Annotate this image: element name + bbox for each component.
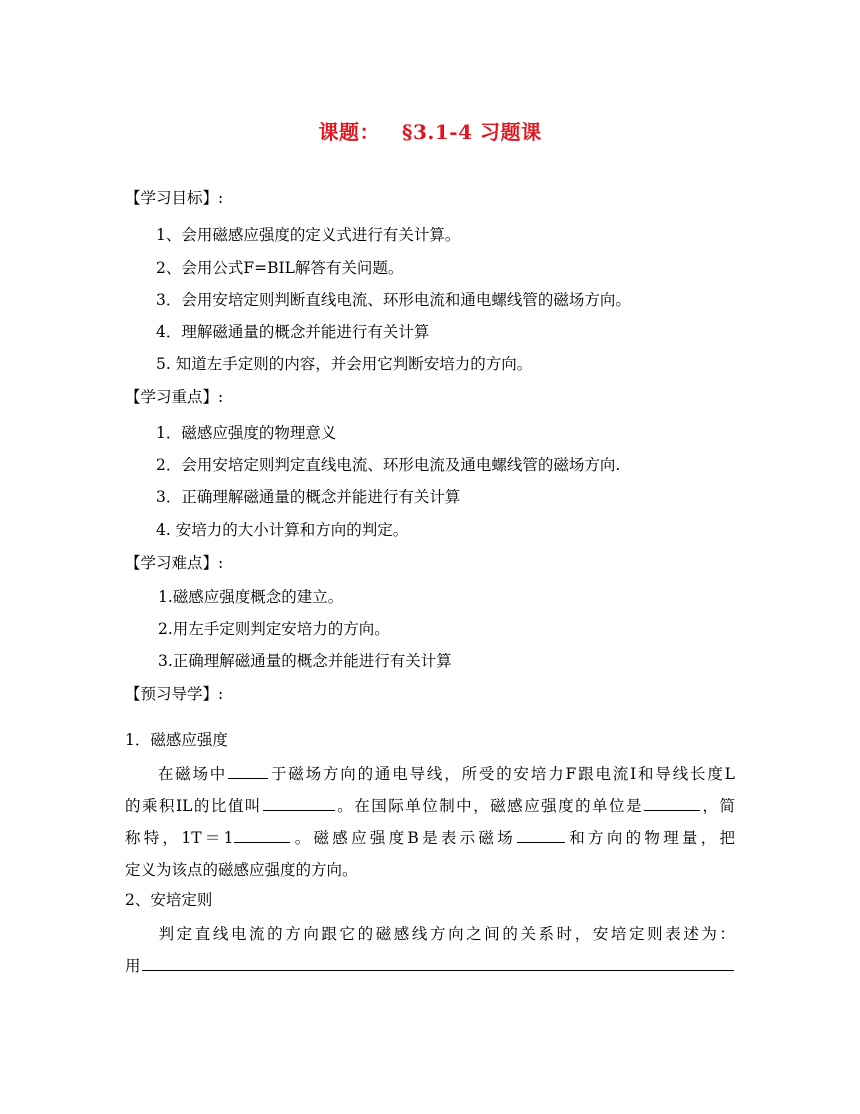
objective-item: 1、会用磁感应强度的定义式进行有关计算。: [156, 226, 461, 244]
fill-blank[interactable]: [234, 826, 290, 843]
fill-blank[interactable]: [142, 954, 734, 971]
fill-blank[interactable]: [228, 762, 268, 779]
fill-blank[interactable]: [644, 794, 700, 811]
key-point-item: 4. 安培力的大小计算和方向的判定。: [156, 521, 409, 539]
page-title: [0, 116, 860, 145]
key-point-item: 3．正确理解磁通量的概念并能进行有关计算: [156, 488, 461, 506]
objective-item: 3．会用安培定则判断直线电流、环形电流和通电螺线管的磁场方向。: [156, 291, 631, 309]
objective-item: 4．理解磁通量的概念并能进行有关计算: [156, 323, 430, 341]
fill-blank[interactable]: [263, 794, 335, 811]
section1-paragraph: 在磁场中 于磁场方向的通电导线，所受的安培力F跟电流I和导线长度L 的乘积IL的比值叫 。在国际单位制中，磁感应强度的单位是 ，简 称特，1T＝1 。磁感应强度B是表示磁场 和方向的物理量，把 定义为该点的磁感应强度的方向。: [125, 758, 735, 886]
objective-item: 5. 知道左手定则的内容，并会用它判断安培力的方向。: [156, 355, 533, 373]
preview-heading: 【预习导学】:: [125, 685, 224, 703]
key-point-item: 2．会用安培定则判定直线电流、环形电流及通电螺线管的磁场方向.: [156, 456, 621, 474]
section1-title: 1．磁感应强度: [125, 731, 228, 749]
difficulties-heading: 【学习难点】:: [125, 554, 224, 572]
section2-paragraph: 判定直线电流的方向跟它的磁感线方向之间的关系时，安培定则表述为： 用: [125, 925, 735, 975]
difficulty-item: 2.用左手定则判定安培力的方向。: [158, 620, 390, 638]
title-prefix: 课题：: [318, 120, 381, 144]
title-topic: §3.1-4 习题课: [402, 120, 542, 144]
objective-item: 2、会用公式F=BIL解答有关问题。: [156, 259, 404, 277]
difficulty-item: 1.磁感应强度概念的建立。: [158, 588, 344, 606]
objectives-heading: 【学习目标】:: [125, 189, 224, 207]
fill-blank[interactable]: [517, 826, 565, 843]
difficulty-item: 3.正确理解磁通量的概念并能进行有关计算: [158, 652, 452, 670]
key-points-heading: 【学习重点】:: [125, 388, 224, 406]
section2-title: 2、安培定则: [125, 891, 213, 909]
key-point-item: 1．磁感应强度的物理意义: [156, 424, 337, 442]
